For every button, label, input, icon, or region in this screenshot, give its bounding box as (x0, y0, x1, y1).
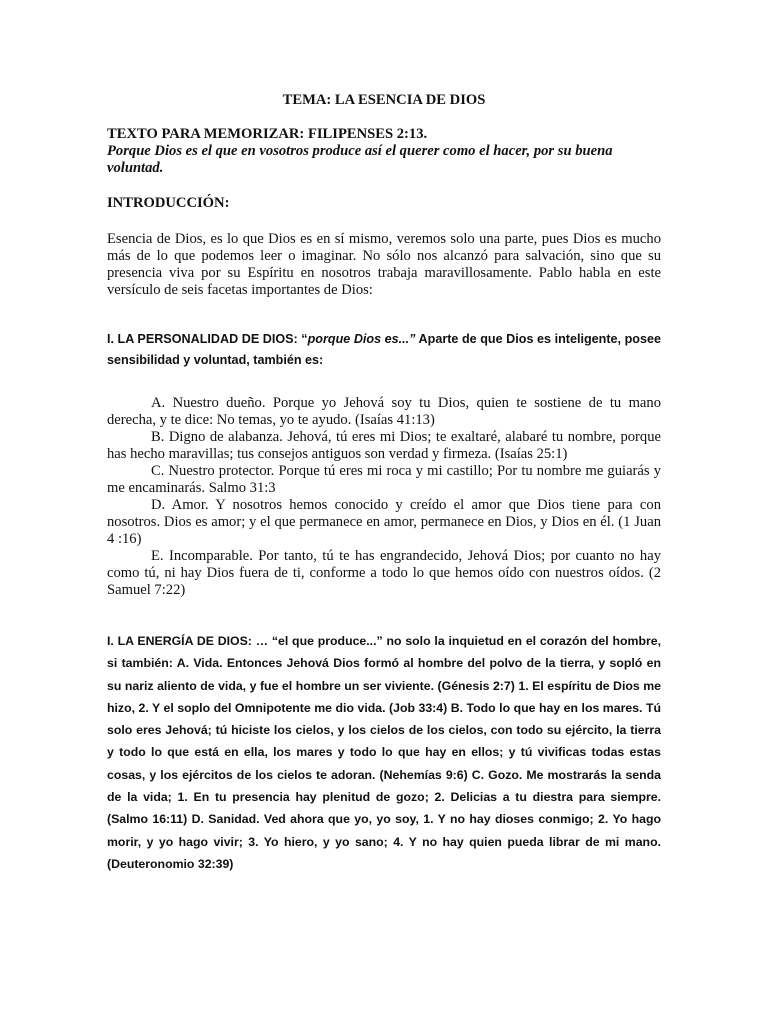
personality-item-b: B. Digno de alabanza. Jehová, tú eres mi Dios; te exaltaré, alabaré tu nombre, porque has hecho maravillas; tus consejos antiguos son verdad y firmeza. (Isaías 25:1) (107, 429, 661, 462)
personality-list (107, 395, 661, 599)
introduction-body: Esencia de Dios, es lo que Dios es en sí mismo, veremos solo una parte, pues Dios es mucho más de lo que podemos leer o imaginar. No sólo nos alcanzó para salvación, sino que su presencia viva por su Espíritu en nosotros trabaja maravillosamente. Pablo habla en este versículo de seis facetas importantes de Dios: (107, 231, 661, 298)
section-personality-heading (107, 329, 661, 371)
personality-item-e: E. Incomparable. Por tanto, tú te has engrandecido, Jehová Dios; por cuanto no hay como tú, ni hay Dios fuera de ti, conforme a todo lo que hemos oído con nuestros oídos. (2 Samuel 7:22) (107, 548, 661, 598)
memorize-verse: Porque Dios es el que en vosotros produce así el querer como el hacer, por su buena voluntad. (107, 143, 613, 176)
section-personality-lead: I. LA PERSONALIDAD DE DIOS: “ (107, 332, 308, 346)
introduction-heading: INTRODUCCIÓN: (107, 195, 230, 211)
section-energy-paragraph: I. LA ENERGÍA DE DIOS: … “el que produce...” no solo la inquietud en el corazón del hombre, si también: A. Vida. Entonces Jehová Dios formó al hombre del polvo de la tierra, y sopló en su nariz aliento de vida, y fue el hombre un ser viviente. (Génesis 2:7) 1. El espíritu de Dios me hizo, 2. Y el soplo del Omnipotente me dio vida. (Job 33:4) B. Todo lo que hay en los mares. Tú solo eres Jehová; tú hiciste los cielos, y los cielos de los cielos, con todo su ejército, la tierra y todo lo que está en ella, los mares y todo lo que hay en ellos; y tú vivificas todas estas cosas, y los ejércitos de los cielos te adoran. (Nehemías 9:6) C. Gozo. Me mostrarás la senda de la vida; 1. En tu presencia hay plenitud de gozo; 2. Delicias a tu diestra para siempre. (Salmo 16:11) D. Sanidad. Ved ahora que yo, yo soy, 1. Y no hay dioses conmigo; 2. Yo hago morir, y yo hago vivir; 3. Yo hiero, y yo sano; 4. Y no hay quien pueda librar de mi mano. (Deuteronomio 32:39) (107, 634, 661, 871)
section-personality-quote: porque Dios es...” (307, 332, 416, 346)
personality-item-a: A. Nuestro dueño. Porque yo Jehová soy tu Dios, quien te sostiene de tu mano derecha, y te dice: No temas, yo te ayudo. (Isaías 41:13) (107, 395, 661, 428)
personality-item-d: D. Amor. Y nosotros hemos conocido y creído el amor que Dios tiene para con nosotros. Dios es amor; y el que permanece en amor, permanece en Dios, y Dios en él. (1 Juan 4 :16) (107, 497, 661, 547)
personality-item-c: C. Nuestro protector. Porque tú eres mi roca y mi castillo; Por tu nombre me guiarás y me encaminarás. Salmo 31:3 (107, 463, 661, 496)
memorize-heading: TEXTO PARA MEMORIZAR: FILIPENSES 2:13. (107, 126, 428, 142)
section-personality-rest: Aparte de que Dios es inteligente, posee sensibilidad y voluntad, también es: (107, 332, 661, 367)
document-title: TEMA: LA ESENCIA DE DIOS (282, 92, 486, 108)
